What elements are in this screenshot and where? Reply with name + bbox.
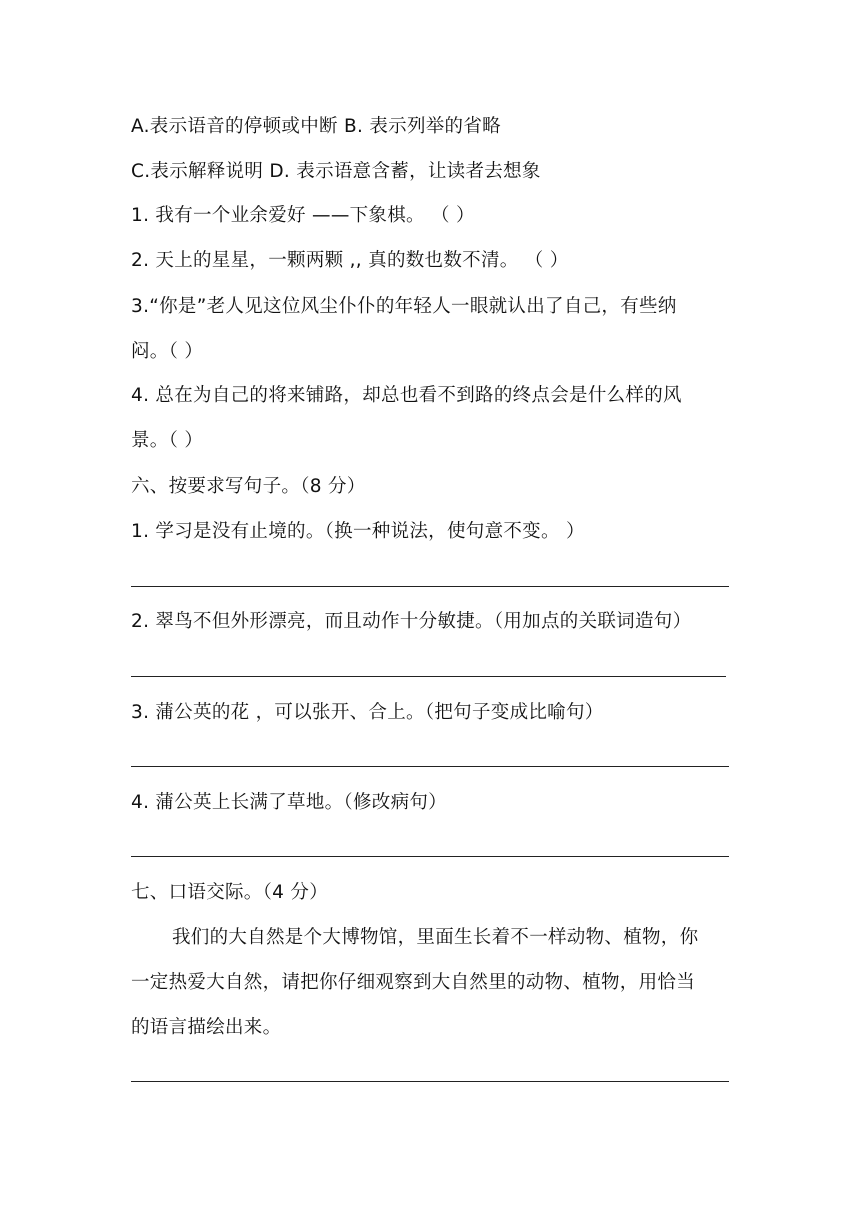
question-item-1: 1. 我有一个业余爱好 ——下象棋。 （ ） [131, 205, 475, 226]
question-item-3: 3.“你是”老人见这位风尘仆仆的年轻人一眼就认出了自己，有些纳 [131, 296, 677, 317]
question-item-4-continued: 景。（ ） [131, 430, 204, 451]
section-7-heading: 七、口语交际。（4 分） [131, 882, 329, 903]
paragraph-line-3: 的语言描绘出来。 [131, 1017, 282, 1038]
rewrite-item-4: 4. 蒲公英上长满了草地。（修改病句） [131, 792, 447, 813]
answer-line-4[interactable] [131, 856, 729, 857]
answer-line-3[interactable] [131, 766, 729, 767]
answer-line-5[interactable] [131, 1081, 729, 1082]
question-item-3-continued: 闷。（ ） [131, 341, 204, 362]
question-item-4: 4. 总在为自己的将来铺路，却总也看不到路的终点会是什么样的风 [131, 385, 682, 406]
question-item-2: 2. 天上的星星，一颗两颗 ,, 真的数也数不清。 （ ） [131, 250, 569, 271]
rewrite-item-3: 3. 蒲公英的花 ，可以张开、合上。（把句子变成比喻句） [131, 702, 604, 723]
paragraph-line-2: 一定热爱大自然，请把你仔细观察到大自然里的动物、植物，用恰当 [131, 972, 696, 993]
option-line-c-d: C.表示解释说明 D. 表示语意含蓄，让读者去想象 [131, 161, 541, 182]
rewrite-item-1: 1. 学习是没有止境的。（换一种说法，使句意不变。 ） [131, 521, 585, 542]
option-line-a-b: A.表示语音的停顿或中断 B. 表示列举的省略 [131, 116, 501, 137]
section-6-heading: 六、按要求写句子。（8 分） [131, 476, 366, 497]
answer-line-1[interactable] [131, 586, 729, 587]
rewrite-item-2: 2. 翠鸟不但外形漂亮，而且动作十分敏捷。（用加点的关联词造句） [131, 611, 692, 632]
paragraph-line-1: 我们的大自然是个大博物馆，里面生长着不一样动物、植物，你 [172, 927, 699, 948]
answer-line-2[interactable] [131, 676, 726, 677]
